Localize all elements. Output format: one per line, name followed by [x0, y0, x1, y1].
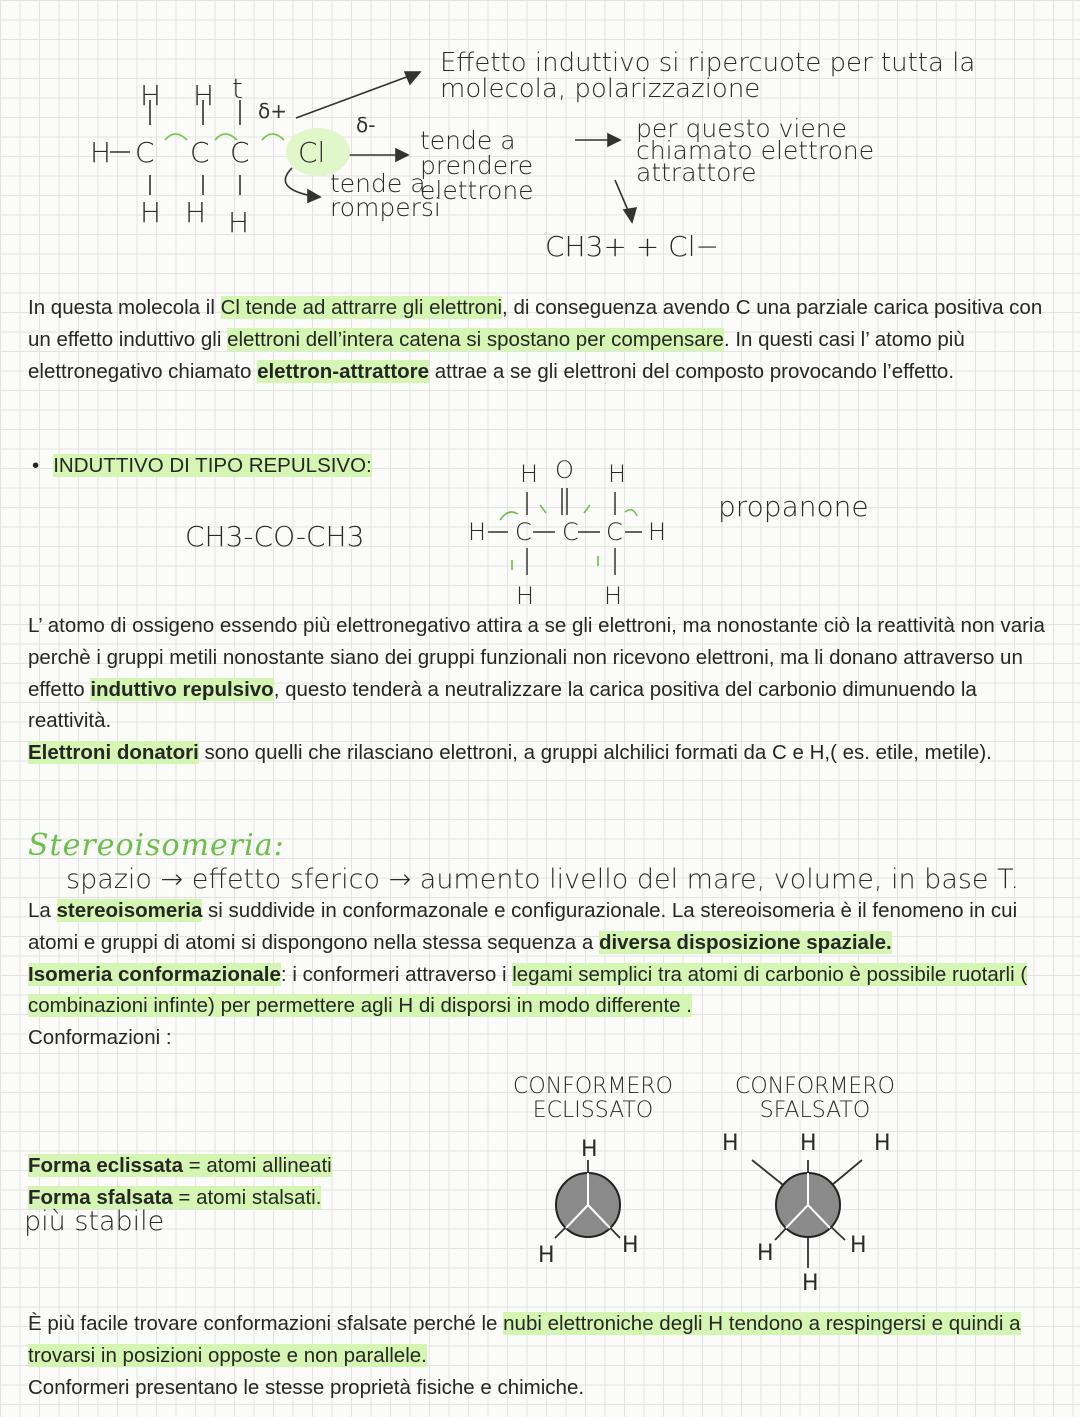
tends-to-take-note: tende a prendere elettrone [420, 126, 534, 205]
svg-text:C: C [515, 518, 532, 546]
paragraph-attractor: In questa molecola il Cl tende ad attrarre gli elettroni, di conseguenza avendo C una parziale carica positiva con un effetto induttivo gli elettroni dell’intera catena si spostano per compensare. In questi casi l’ atomo più elettronegativo chiamato elettron-attrattore attrae a se gli elettroni del composto provocando l’effetto. [28, 296, 1043, 383]
staggered-h-2: H [800, 1131, 817, 1156]
delta-minus: δ- [356, 113, 376, 137]
chlorine-atom: Cl [298, 136, 326, 169]
svg-text:H: H [193, 79, 215, 112]
svg-text:C: C [190, 136, 210, 169]
forms-list: Forma eclissata = atomi allineati Forma sfalsata = atomi stalsati. [28, 1154, 332, 1209]
svg-text:C: C [562, 518, 579, 546]
paragraph-stereo: La stereoisomeria si suddivide in conformazonale e configurazionale. La stereoisomeria è il fenomeno in cui atomi e gruppi di atomi si dispongono nella stessa sequenza a diversa disposizione spaziale. Isomeria conformazionale: i conformeri attraverso i legami semplici tra atomi di carbonio è possibile ruotarli ( combinazioni infinte) per permettere agli H di disporsi in modo differente . Conformazioni : [28, 899, 1028, 1050]
delta-plus: δ+ [258, 99, 287, 123]
eclipsed-h-right: H [622, 1233, 639, 1258]
svg-text:C: C [230, 136, 250, 169]
paragraph-repulsive: L’ atomo di ossigeno essendo più elettronegativo attira a se gli elettroni, ma nonostante ciò la reattività non varia perchè i gruppi metili nonostante siano dei gruppi funzionali non ricevono elettroni, ma li donano attraverso un effetto induttivo repulsivo, questo tenderà a neutralizzare la carica positiva del carbonio dimunuendo la reattività. Elettroni donatori sono quelli che rilasciano elettroni, a gruppi alchilici formati da C e H,( es. etile, metile). [28, 614, 1045, 765]
svg-text:C: C [135, 136, 155, 169]
staggered-h-4: H [757, 1241, 774, 1266]
svg-text:H: H [140, 196, 162, 229]
attractor-name-note: per questo viene chiamato elettrone attrattore [636, 114, 875, 187]
more-stable-note: più stabile [24, 1206, 165, 1237]
propanone-label: propanone [718, 490, 869, 523]
inductive-effect-note: Effetto induttivo si ripercuote per tutta la molecola, polarizzazione [440, 48, 976, 104]
eclipsed-newman [555, 1160, 620, 1238]
bullet-label: INDUTTIVO DI TIPO REPULSIVO: [53, 454, 372, 477]
staggered-h-5: H [850, 1233, 867, 1258]
staggered-h-3: H [874, 1131, 891, 1156]
products-formula: CH3+ + Cl− [545, 230, 719, 263]
eclipsed-h-left: H [538, 1243, 555, 1268]
stereo-title: Stereoisomeria: [28, 828, 285, 863]
staggered-h-1: H [722, 1131, 739, 1156]
bullet-marker: • [32, 454, 40, 477]
svg-text:H: H [608, 460, 627, 488]
svg-text:t: t [232, 72, 243, 105]
acetone-formula: CH3-CO-CH3 [185, 520, 365, 553]
staggered-h-6: H [802, 1271, 819, 1296]
tends-to-break-note: tende a rompersi [330, 169, 441, 222]
svg-text:H: H [468, 518, 487, 546]
svg-text:H: H [185, 196, 207, 229]
eclipsed-conformer-label: CONFORMERO ECLISSATO [513, 1074, 673, 1123]
staggered-conformer-label: CONFORMERO SFALSATO [735, 1074, 895, 1123]
svg-text:H: H [90, 136, 112, 169]
svg-text:C: C [606, 518, 623, 546]
svg-text:O: O [555, 456, 574, 484]
svg-text:H: H [648, 518, 667, 546]
eclipsed-h-top: H [581, 1137, 598, 1162]
svg-text:H: H [228, 206, 250, 239]
paragraph-staggered: È più facile trovare conformazioni sfalsate perché le nubi elettroniche degli H tendono a respingersi e quindi a trovarsi in posizioni opposte e non parallele. Conformeri presentano le stesse proprietà fisiche e chimiche. [28, 1312, 1021, 1399]
stereo-note: spazio → effetto sferico → aumento livello del mare, volume, in base T. [66, 864, 1020, 895]
svg-text:H: H [520, 460, 539, 488]
svg-text:H: H [140, 79, 162, 112]
svg-text:H: H [516, 582, 535, 610]
svg-text:H: H [604, 582, 623, 610]
